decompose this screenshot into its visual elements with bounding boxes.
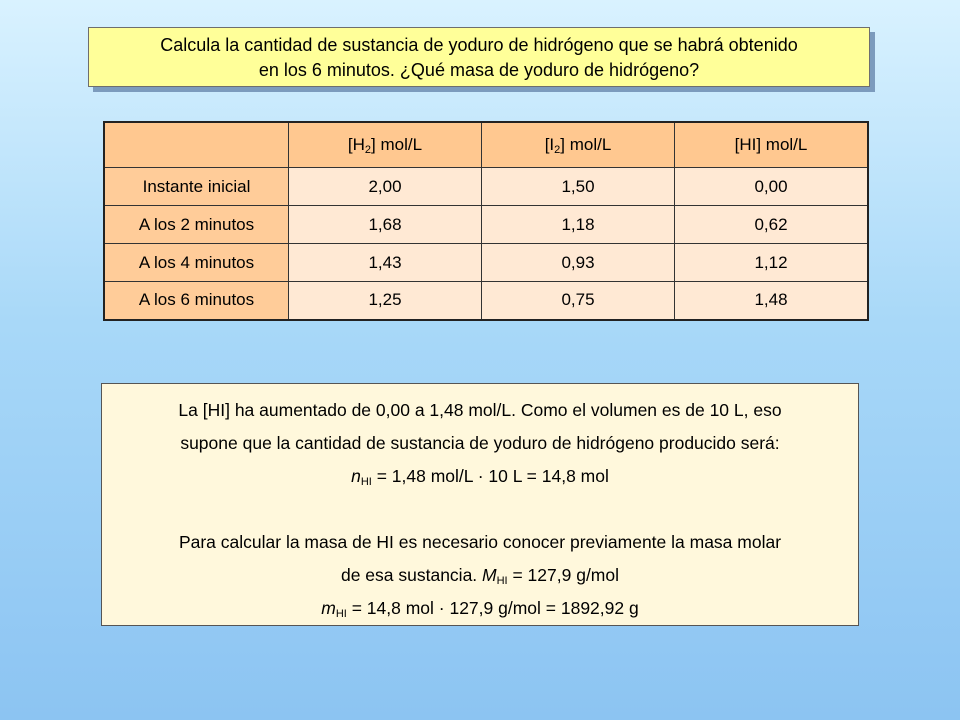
header-hi-text: [HI] mol/L [734, 135, 808, 154]
row-label: A los 6 minutos [104, 282, 289, 320]
question-line-1: Calcula la cantidad de sustancia de yoduro de hidrógeno que se habrá obtenido [160, 35, 798, 55]
header-h2-pre: [H [347, 135, 365, 154]
header-h2-sub: 2 [364, 144, 372, 156]
eq1-rest: = 1,48 mol/L · 10 L = 14,8 mol [371, 466, 609, 486]
table-cell: 1,43 [289, 244, 482, 282]
table-row [104, 244, 868, 282]
concentration-table [103, 121, 869, 321]
molar-rest: = 127,9 g/mol [507, 565, 620, 585]
table-cell: 1,18 [482, 206, 675, 244]
table-cell: 0,62 [675, 206, 869, 244]
question-box [88, 27, 870, 87]
header-hi [675, 122, 869, 168]
row-label: A los 2 minutos [104, 206, 289, 244]
row-label: Instante inicial [104, 168, 289, 206]
header-i2-pre: [I [544, 135, 555, 154]
answer-line-1: La [HI] ha aumentado de 0,00 a 1,48 mol/L. Como el volumen es de 10 L, eso [178, 400, 782, 420]
table-row [104, 168, 868, 206]
answer-line-3: Para calcular la masa de HI es necesario conocer previamente la masa molar [178, 532, 782, 552]
table-cell: 2,00 [289, 168, 482, 206]
eq2-sub: HI [335, 608, 347, 620]
header-h2 [289, 122, 482, 168]
paragraph-gap [102, 493, 858, 526]
table-cell: 1,12 [675, 244, 869, 282]
eq2-var: m [321, 598, 336, 618]
table-cell: 1,48 [675, 282, 869, 320]
table-row [104, 206, 868, 244]
table-cell: 0,93 [482, 244, 675, 282]
table-cell: 1,68 [289, 206, 482, 244]
table-cell: 0,75 [482, 282, 675, 320]
table-cell: 1,50 [482, 168, 675, 206]
answer-line-2: supone que la cantidad de sustancia de yoduro de hidrógeno producido será: [180, 433, 780, 453]
equation-mass [102, 592, 858, 625]
molar-var: M [482, 565, 497, 585]
answer-line-4-pre: de esa sustancia. [340, 565, 483, 585]
row-label: A los 4 minutos [104, 244, 289, 282]
table-header-row [104, 122, 868, 168]
equation-moles [102, 460, 858, 493]
table-cell: 0,00 [675, 168, 869, 206]
eq1-var: n [351, 466, 361, 486]
header-i2-sub: 2 [554, 144, 561, 156]
table-row [104, 282, 868, 320]
header-i2-post: ] mol/L [560, 135, 612, 154]
answer-line-4 [102, 559, 858, 592]
header-i2 [482, 122, 675, 168]
molar-sub: HI [496, 575, 508, 587]
question-line-2: en los 6 minutos. ¿Qué masa de yoduro de hidrógeno? [258, 60, 700, 80]
header-h2-post: ] mol/L [371, 135, 423, 154]
table-cell: 1,25 [289, 282, 482, 320]
table-corner-cell [104, 122, 289, 168]
eq1-sub: HI [360, 476, 372, 488]
answer-box [101, 383, 859, 626]
eq2-rest: = 14,8 mol · 127,9 g/mol = 1892,92 g [346, 598, 639, 618]
